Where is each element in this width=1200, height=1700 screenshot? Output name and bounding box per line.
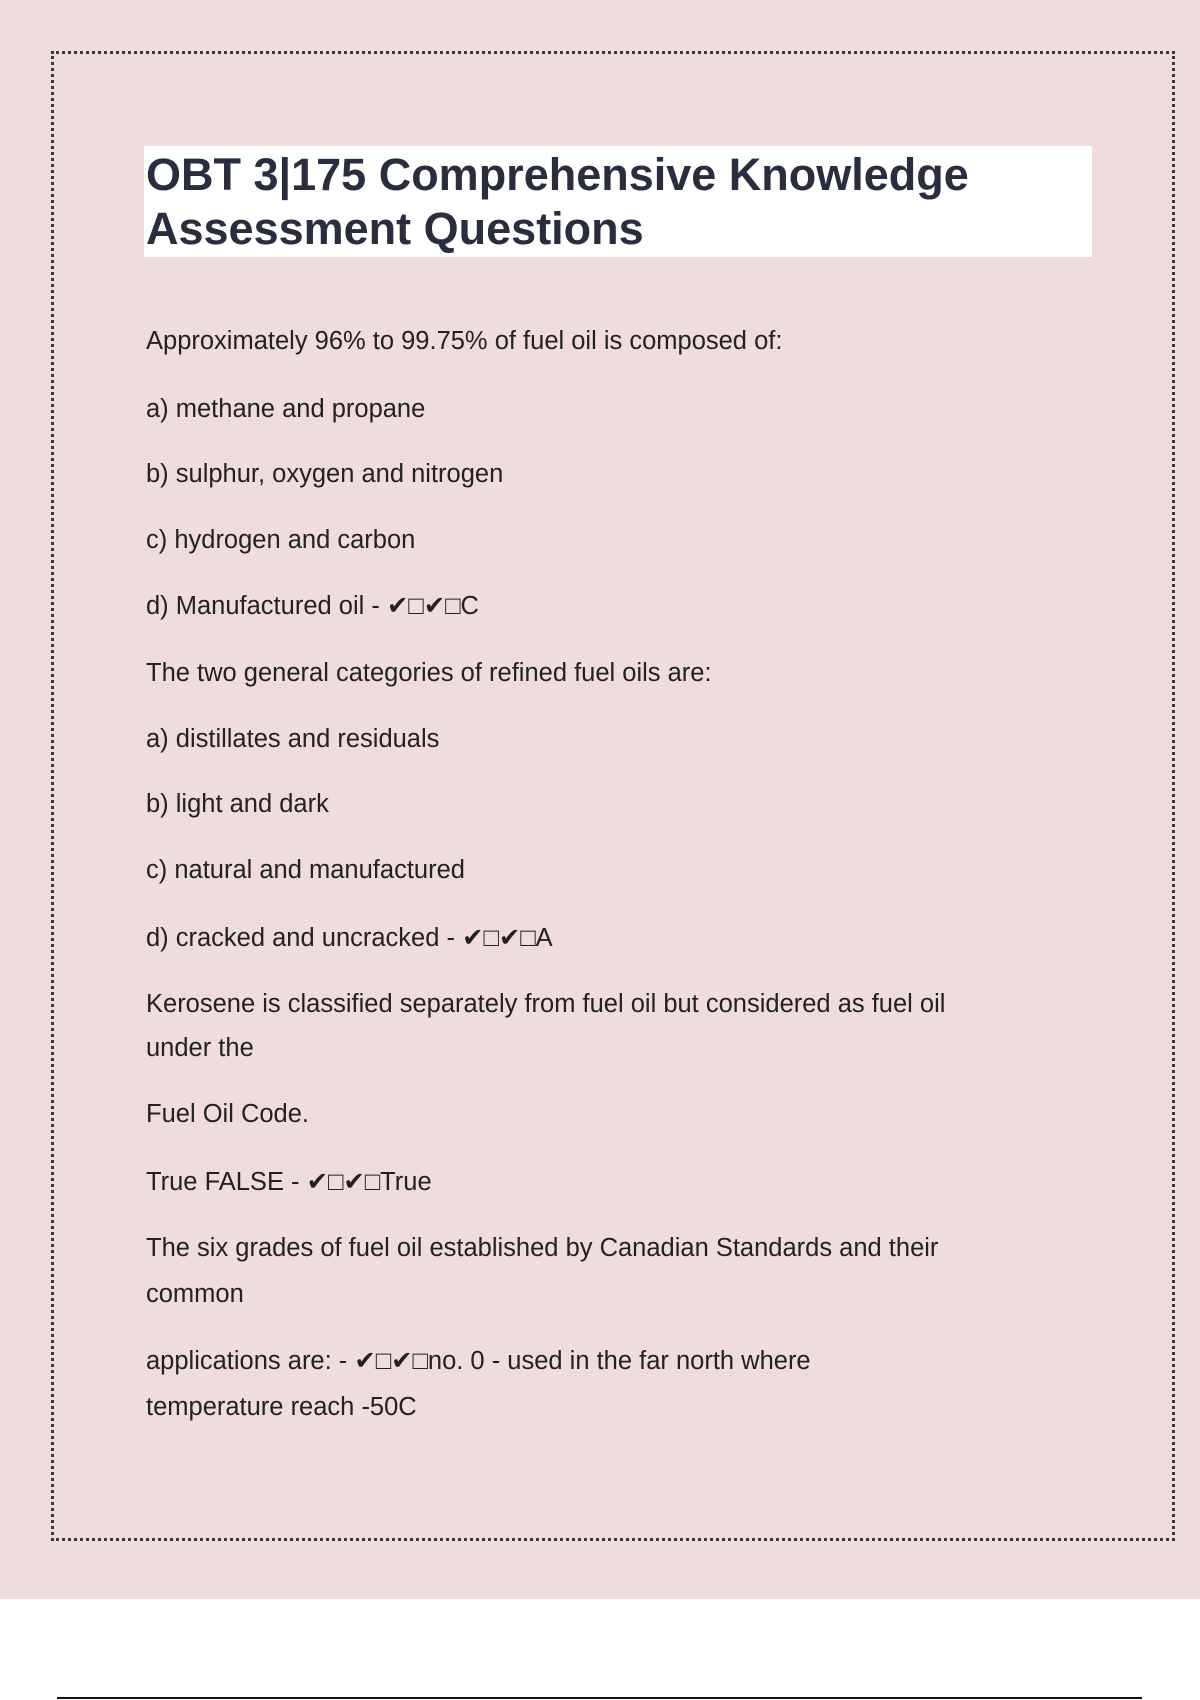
question-3: Kerosene is classified separately from fuel oil but considered as fuel oil [146, 990, 946, 1018]
question-3-cont: under the [146, 1034, 254, 1062]
option-2a: a) distillates and residuals [146, 725, 440, 753]
option-2c: c) natural and manufactured [146, 856, 465, 884]
question-4-cont: common [146, 1280, 244, 1308]
title-box [144, 146, 1092, 257]
question-3-cont-2: Fuel Oil Code. [146, 1100, 309, 1128]
question-4: The six grades of fuel oil established by Canadian Standards and their [146, 1234, 939, 1262]
option-1d-answer: d) Manufactured oil - ✔□✔□C [146, 592, 479, 620]
option-1a: a) methane and propane [146, 395, 426, 423]
option-1b: b) sulphur, oxygen and nitrogen [146, 460, 504, 488]
question-1: Approximately 96% to 99.75% of fuel oil is composed of: [146, 327, 783, 355]
question-4-answer: applications are: - ✔□✔□no. 0 - used in the far north where [146, 1347, 811, 1375]
question-2: The two general categories of refined fuel oils are: [146, 659, 712, 687]
option-1c: c) hydrogen and carbon [146, 526, 416, 554]
footer-divider [57, 1697, 1142, 1699]
question-4-answer-cont: temperature reach -50C [146, 1393, 417, 1421]
option-2b: b) light and dark [146, 790, 329, 818]
question-3-answer: True FALSE - ✔□✔□True [146, 1168, 432, 1196]
option-2d-answer: d) cracked and uncracked - ✔□✔□A [146, 924, 553, 952]
document-title: OBT 3|175 Comprehensive Knowledge Assessment Questions [146, 149, 969, 254]
